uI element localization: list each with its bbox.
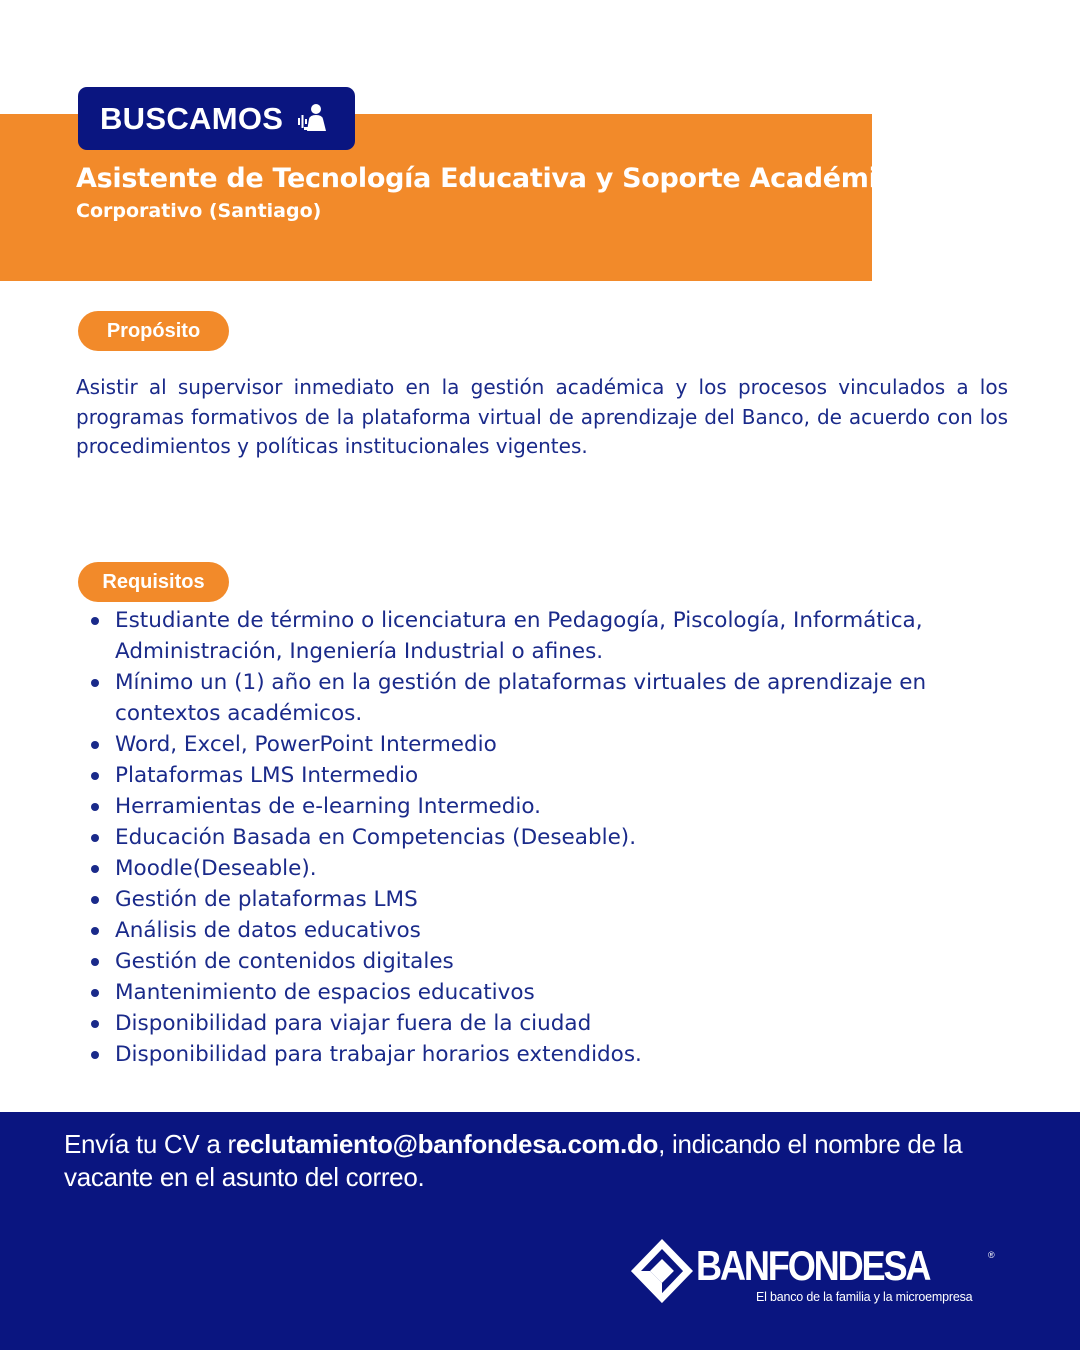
logo-wordmark: BANFONDESA bbox=[696, 1242, 930, 1289]
requirement-item: Análisis de datos educativos bbox=[88, 915, 948, 946]
job-location: Corporativo (Santiago) bbox=[76, 200, 322, 222]
requirement-item: Herramientas de e-learning Intermedio. bbox=[88, 791, 948, 822]
requirement-item: Gestión de contenidos digitales bbox=[88, 946, 948, 977]
requirement-item: Estudiante de término o licenciatura en Pedagogía, Piscología, Informática, Administración, Ingeniería Industrial o afines. bbox=[88, 605, 948, 667]
apply-text-before: Envía tu CV a r bbox=[64, 1129, 236, 1159]
requirement-item: Plataformas LMS Intermedio bbox=[88, 760, 948, 791]
requirement-item: Gestión de plataformas LMS bbox=[88, 884, 948, 915]
purpose-text: Asistir al supervisor inmediato en la gestión académica y los procesos vinculados a los programas formativos de la plataforma virtual de aprendizaje del Banco, de acuerdo con los procedimientos y políticas institucionales vigentes. bbox=[76, 375, 1008, 458]
registered-mark: ® bbox=[988, 1250, 995, 1260]
diamond-logo-icon bbox=[630, 1238, 694, 1304]
buscamos-label: BUSCAMOS bbox=[100, 100, 284, 136]
requirements-heading: Requisitos bbox=[78, 562, 229, 602]
logo-slogan: El banco de la familia y la microempresa bbox=[756, 1290, 973, 1304]
requirement-item: Word, Excel, PowerPoint Intermedio bbox=[88, 729, 948, 760]
apply-text-after: , indicando el nombre de la vacante en el asunto del correo. bbox=[64, 1129, 963, 1192]
requirement-item: Mantenimiento de espacios educativos bbox=[88, 977, 948, 1008]
banfondesa-logo bbox=[630, 1238, 1010, 1308]
requirements-list bbox=[88, 605, 948, 1070]
person-at-laptop-icon bbox=[295, 101, 331, 137]
requirement-item: Moodle(Deseable). bbox=[88, 853, 948, 884]
requirement-item: Disponibilidad para trabajar horarios extendidos. bbox=[88, 1039, 948, 1070]
apply-instructions bbox=[64, 1128, 1024, 1194]
buscamos-tag bbox=[78, 87, 355, 150]
requirement-item: Mínimo un (1) año en la gestión de plataformas virtuales de aprendizaje en contextos académicos. bbox=[88, 667, 948, 729]
recruitment-email[interactable]: eclutamiento@banfondesa.com.do bbox=[235, 1129, 659, 1159]
requirement-item: Educación Basada en Competencias (Deseable). bbox=[88, 822, 948, 853]
purpose-heading: Propósito bbox=[78, 311, 229, 351]
job-title: Asistente de Tecnología Educativa y Soporte Académico bbox=[76, 163, 912, 194]
requirement-item: Disponibilidad para viajar fuera de la ciudad bbox=[88, 1008, 948, 1039]
